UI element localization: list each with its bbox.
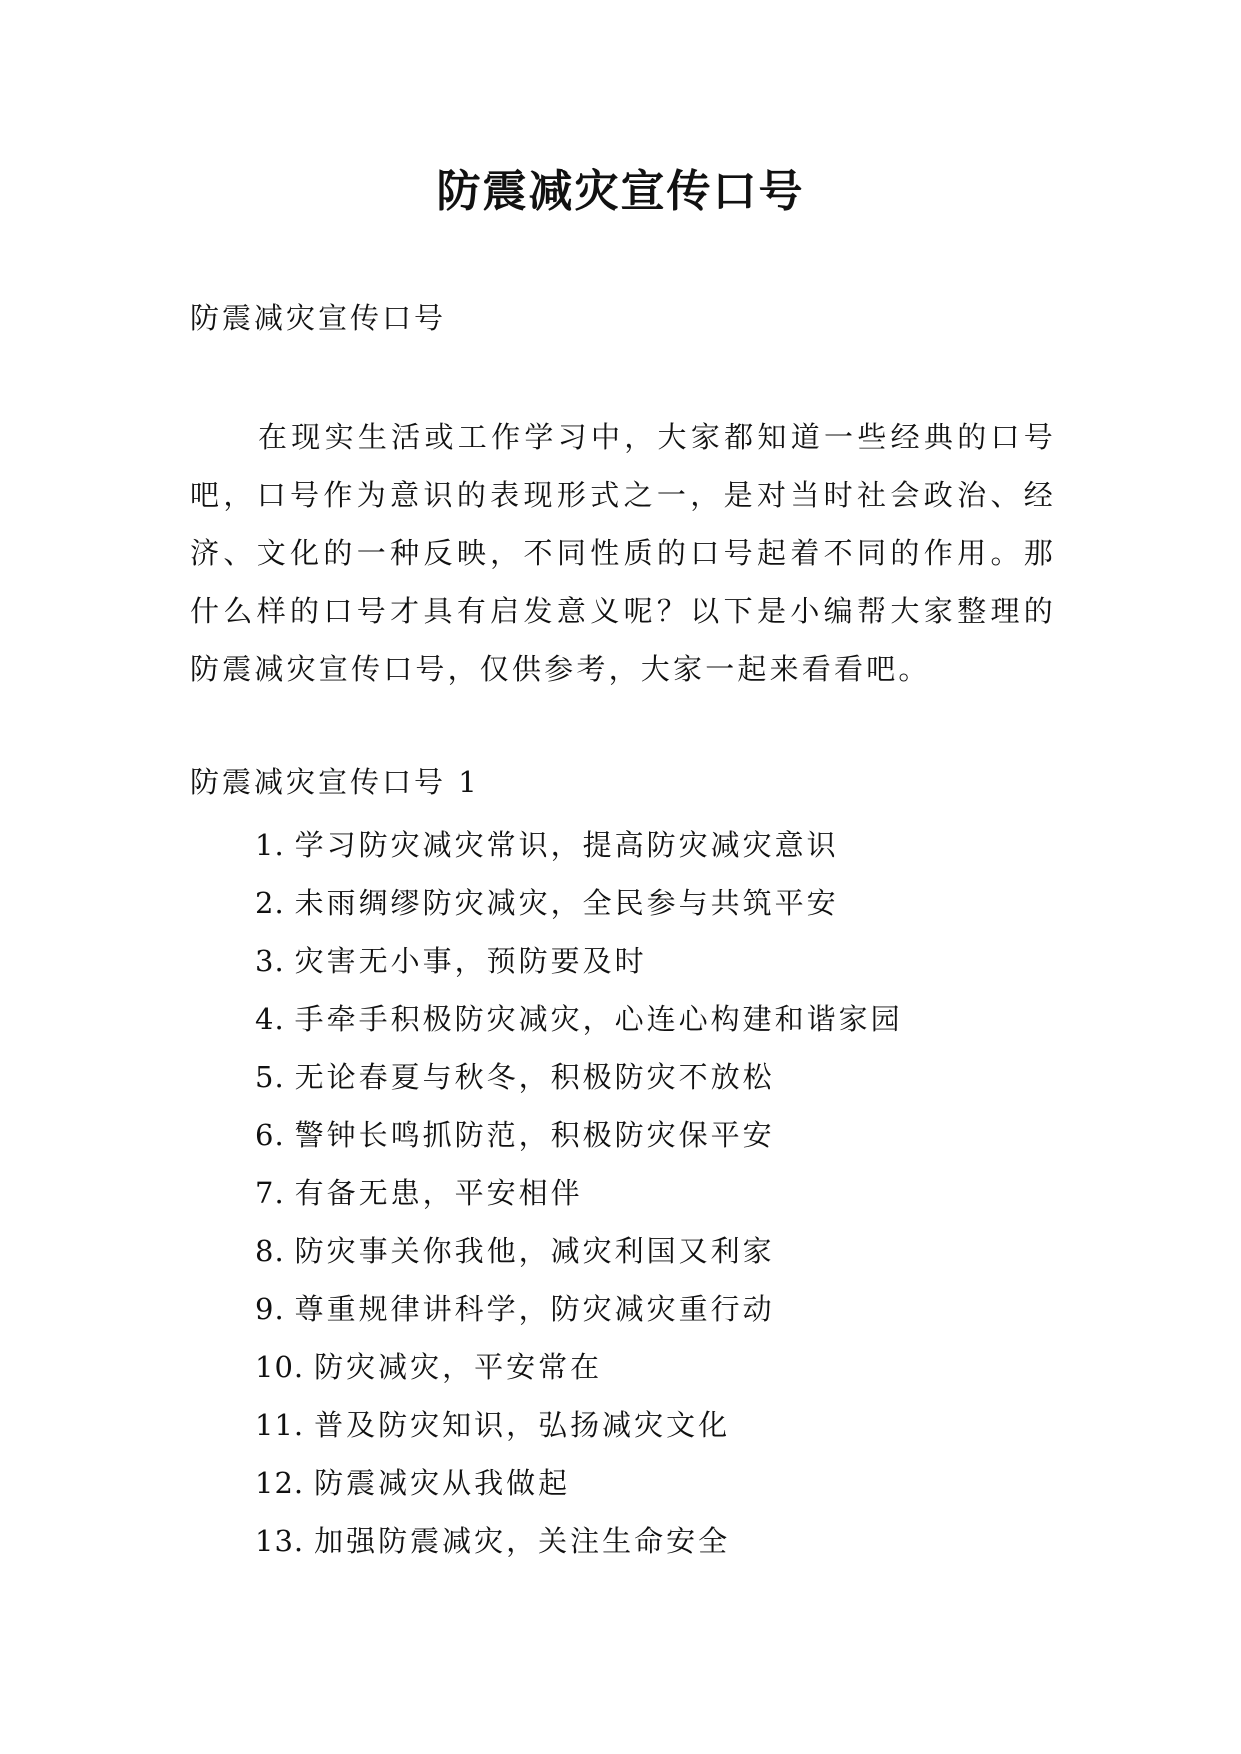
slogan-number: 8. [255, 1234, 285, 1268]
slogan-number: 3. [255, 944, 285, 978]
slogan-number: 13. [255, 1524, 305, 1558]
slogan-text: 学习防灾减灾常识，提高防灾减灾意识 [294, 828, 839, 862]
slogan-item [255, 1048, 903, 1106]
slogan-text: 尊重规律讲科学，防灾减灾重行动 [294, 1292, 775, 1326]
slogan-number: 11. [255, 1408, 305, 1442]
document-subtitle: 防震减灾宣传口号 [190, 301, 447, 335]
slogan-text: 灾害无小事，预防要及时 [294, 944, 647, 978]
document-title: 防震减灾宣传口号 [436, 166, 805, 217]
slogan-item [255, 1512, 903, 1570]
slogan-number: 7. [255, 1176, 285, 1210]
slogan-item [255, 990, 903, 1048]
slogan-text: 警钟长鸣抓防范，积极防灾保平安 [294, 1118, 775, 1152]
slogan-text: 未雨绸缪防灾减灾，全民参与共筑平安 [294, 886, 839, 920]
slogan-text: 手牵手积极防灾减灾，心连心构建和谐家园 [294, 1002, 903, 1036]
slogan-text: 防震减灾从我做起 [314, 1466, 571, 1500]
slogan-item [255, 1106, 903, 1164]
slogan-number: 1. [255, 828, 285, 862]
slogan-item [255, 1164, 903, 1222]
slogan-text: 防灾事关你我他，减灾利国又利家 [294, 1234, 775, 1268]
intro-paragraph: 在现实生活或工作学习中，大家都知道一些经典的口号吧，口号作为意识的表现形式之一，是对当时社会政治、经济、文化的一种反映，不同性质的口号起着不同的作用。那什么样的口号才具有启发意义呢？以下是小编帮大家整理的防震减灾宣传口号，仅供参考，大家一起来看看吧。 [190, 420, 1056, 686]
slogan-number: 2. [255, 886, 285, 920]
slogan-text: 无论春夏与秋冬，积极防灾不放松 [294, 1060, 775, 1094]
slogan-item [255, 816, 903, 874]
slogan-item [255, 1338, 903, 1396]
slogan-item [255, 1396, 903, 1454]
section-heading: 防震减灾宣传口号 1 [190, 765, 480, 799]
slogan-item [255, 874, 903, 932]
slogan-item [255, 1454, 903, 1512]
slogan-number: 12. [255, 1466, 305, 1500]
slogan-item [255, 1280, 903, 1338]
slogan-item [255, 1222, 903, 1280]
slogan-number: 9. [255, 1292, 285, 1326]
slogan-text: 普及防灾知识，弘扬减灾文化 [314, 1408, 731, 1442]
slogan-number: 5. [255, 1060, 285, 1094]
slogan-text: 防灾减灾，平安常在 [314, 1350, 603, 1384]
slogan-item [255, 932, 903, 990]
slogan-number: 6. [255, 1118, 285, 1152]
slogan-text: 有备无患，平安相伴 [294, 1176, 583, 1210]
slogan-list [255, 816, 903, 1570]
slogan-number: 10. [255, 1350, 305, 1384]
slogan-number: 4. [255, 1002, 285, 1036]
slogan-text: 加强防震减灾，关注生命安全 [314, 1524, 731, 1558]
